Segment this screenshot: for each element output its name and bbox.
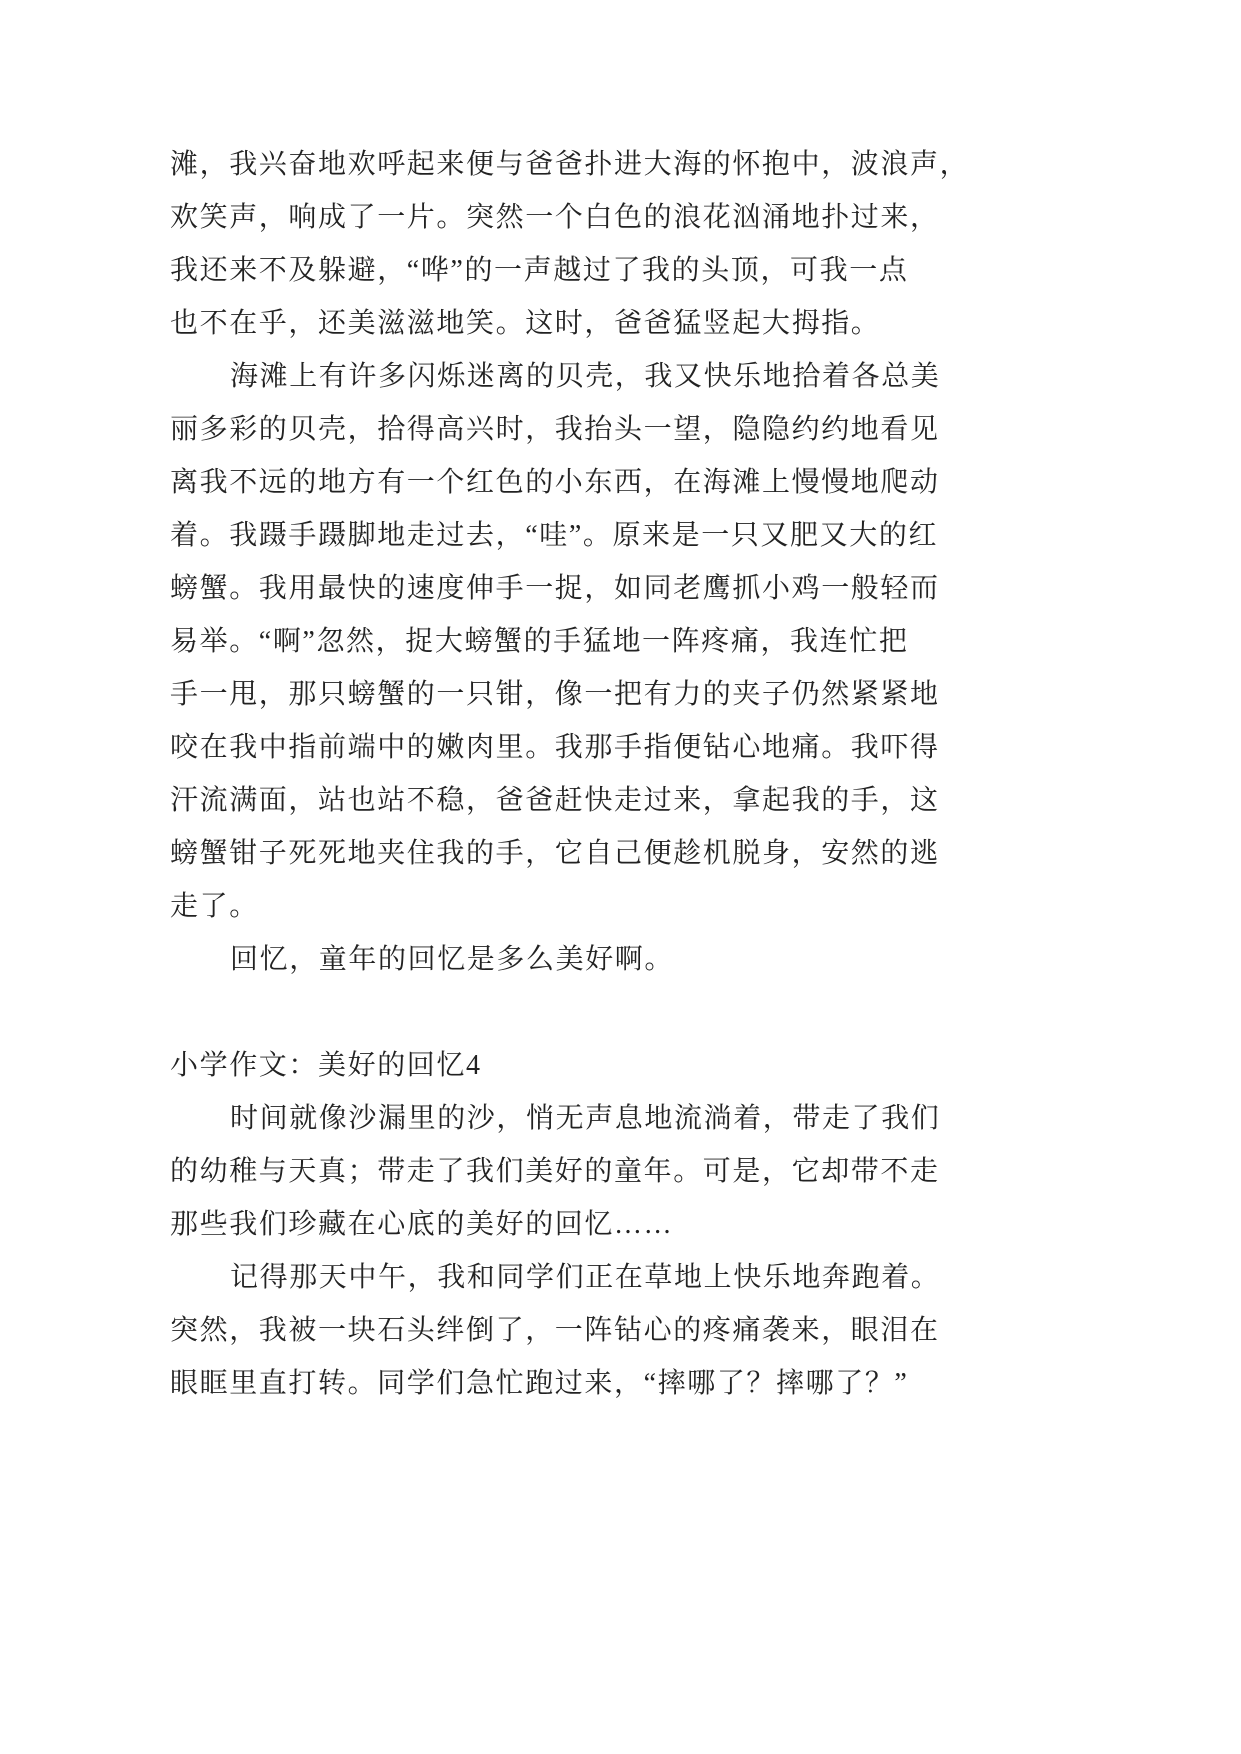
text-line: 走了。 [170, 891, 259, 922]
text-line: 我还来不及躲避，“哗”的一声越过了我的头顶，可我一点 [170, 255, 909, 286]
text-line: 易举。“啊”忽然，捉大螃蟹的手猛地一阵疼痛，我连忙把 [170, 626, 909, 657]
text-line: 滩，我兴奋地欢呼起来便与爸爸扑进大海的怀抱中，波浪声， [170, 149, 970, 180]
blank-line [170, 986, 970, 1039]
text-line: 回忆，童年的回忆是多么美好啊。 [230, 944, 675, 975]
text-line: 螃蟹。我用最快的速度伸手一捉，如同老鹰抓小鸡一般轻而 [170, 573, 940, 604]
text-line: 时间就像沙漏里的沙，悄无声息地流淌着，带走了我们 [230, 1103, 941, 1134]
text-line: 离我不远的地方有一个红色的小东西，在海滩上慢慢地爬动 [170, 467, 940, 498]
text-line: 突然，我被一块石头绊倒了，一阵钻心的疼痛袭来，眼泪在 [170, 1315, 940, 1346]
essay-title: 小学作文：美好的回忆4 [170, 1050, 482, 1081]
text-line: 海滩上有许多闪烁迷离的贝壳，我又快乐地拾着各总美 [230, 361, 941, 392]
text-line: 也不在乎，还美滋滋地笑。这时，爸爸猛竖起大拇指。 [170, 308, 881, 339]
document-body [170, 138, 970, 1410]
text-line: 着。我蹑手蹑脚地走过去，“哇”。原来是一只又肥又大的红 [170, 520, 939, 551]
text-line: 丽多彩的贝壳，拾得高兴时，我抬头一望，隐隐约约地看见 [170, 414, 940, 445]
text-line: 眼眶里直打转。同学们急忙跑过来，“摔哪了？摔哪了？” [170, 1368, 909, 1399]
text-line: 螃蟹钳子死死地夹住我的手，它自己便趁机脱身，安然的逃 [170, 838, 940, 869]
text-line: 欢笑声，响成了一片。突然一个白色的浪花汹涌地扑过来， [170, 202, 940, 233]
paragraph-continued [170, 138, 970, 350]
text-line: 汗流满面，站也站不稳，爸爸赶快走过来，拿起我的手，这 [170, 785, 940, 816]
text-line: 记得那天中午，我和同学们正在草地上快乐地奔跑着。 [230, 1262, 941, 1293]
text-line: 手一甩，那只螃蟹的一只钳，像一把有力的夹子仍然紧紧地 [170, 679, 940, 710]
text-line: 的幼稚与天真；带走了我们美好的童年。可是，它却带不走 [170, 1156, 940, 1187]
paragraph [170, 1251, 970, 1410]
paragraph [170, 1092, 970, 1251]
paragraph [170, 350, 970, 933]
text-line: 那些我们珍藏在心底的美好的回忆…… [170, 1209, 674, 1240]
paragraph [170, 933, 970, 986]
text-line: 咬在我中指前端中的嫩肉里。我那手指便钻心地痛。我吓得 [170, 732, 940, 763]
